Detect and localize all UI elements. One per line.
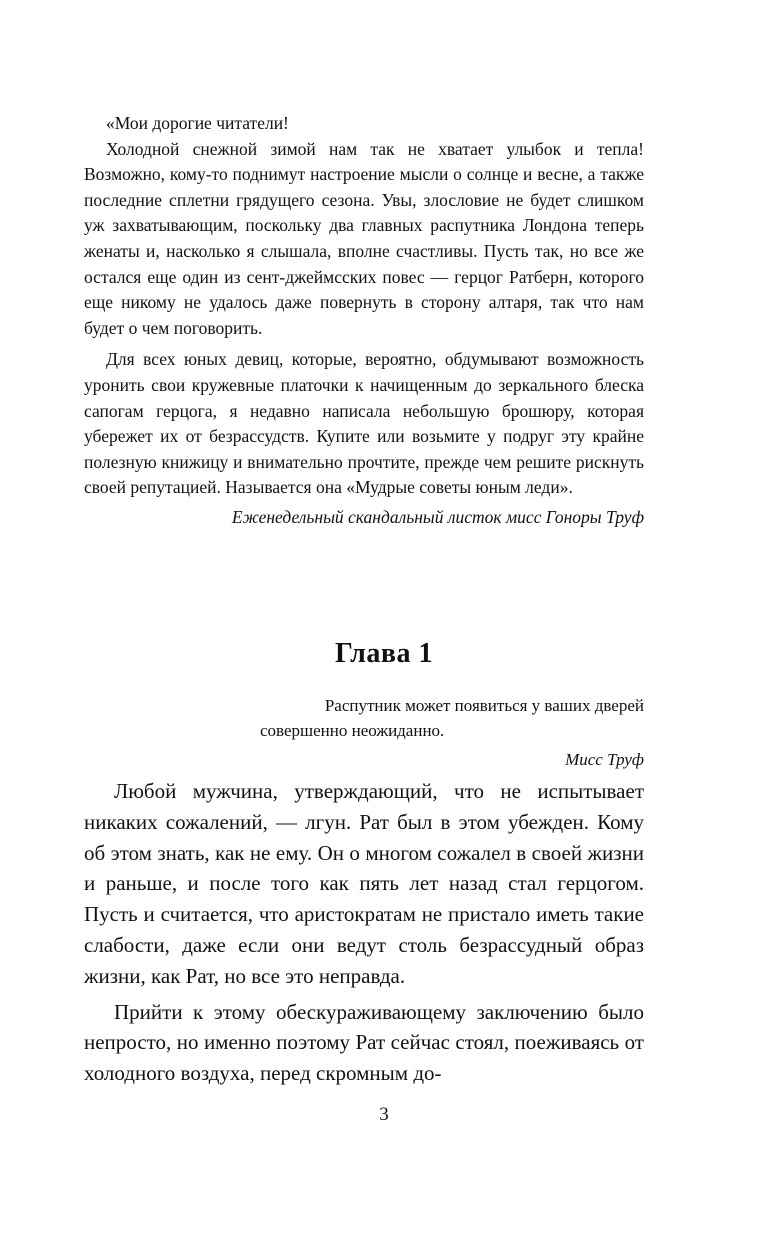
intro-signature: Еженедельный скандальный листок мисс Гоноры Труф <box>231 506 644 527</box>
intro-greeting: «Мои дорогие читатели! <box>106 113 289 133</box>
chapter-body <box>84 776 644 1089</box>
intro-paragraph: Холодной снежной зимой нам так не хватает улыбок и тепла! Возможно, кому-то поднимут настроение мысли о солнце и весне, а также последние сплетни грядущего сезона. Увы, злословие не будет слишком уж захватывающим, поскольку два главных распутника Лондона теперь женаты и, насколько я слышала, вполне счастливы. Пусть так, но все же остался еще один из сент-джеймсских повес — герцог Ратберн, которого еще никому не удалось даже повернуть в сторону алтаря, так что нам будет о чем поговорить. <box>84 138 644 338</box>
epigraph-line: Распутник может появиться у ваших дверей <box>324 696 644 715</box>
intro-paragraph: Для всех юных девиц, которые, вероятно, обдумывают возможность уронить свои кружевные платочки к начищенным до зеркального блеска сапогам герцога, я недавно написала небольшую брошюру, которая убережет их от безрассудств. Купите или возьмите у подруг эту крайне полезную книжицу и внимательно прочтите, прежде чем решите рискнуть своей репутацией. Называется она «Мудрые советы юным леди». <box>84 349 644 498</box>
intro-letter <box>84 111 644 531</box>
body-paragraph: Любой мужчина, утверждающий, что не испытывает никаких сожалений, — лгун. Рат был в этом убежден. Кому об этом знать, как не ему. Он о многом сожалел в своей жизни и раньше, и после того как пять лет назад стал герцогом. Пусть и считается, что аристократам не пристало иметь такие слабости, даже если они ведут столь безрассудный образ жизни, как Рат, но все это неправда. <box>84 779 644 988</box>
epigraph-line: совершенно неожиданно. <box>260 721 445 740</box>
body-paragraph: Прийти к этому обескураживающему заключению было непросто, но именно поэтому Рат сейчас стоял, поеживаясь от холодного воздуха, перед скромным до- <box>84 999 644 1086</box>
epigraph-author: Мисс Труф <box>565 750 644 769</box>
chapter-title: Глава 1 <box>335 638 433 669</box>
page-number: 3 <box>379 1104 389 1125</box>
chapter-epigraph <box>250 693 644 772</box>
